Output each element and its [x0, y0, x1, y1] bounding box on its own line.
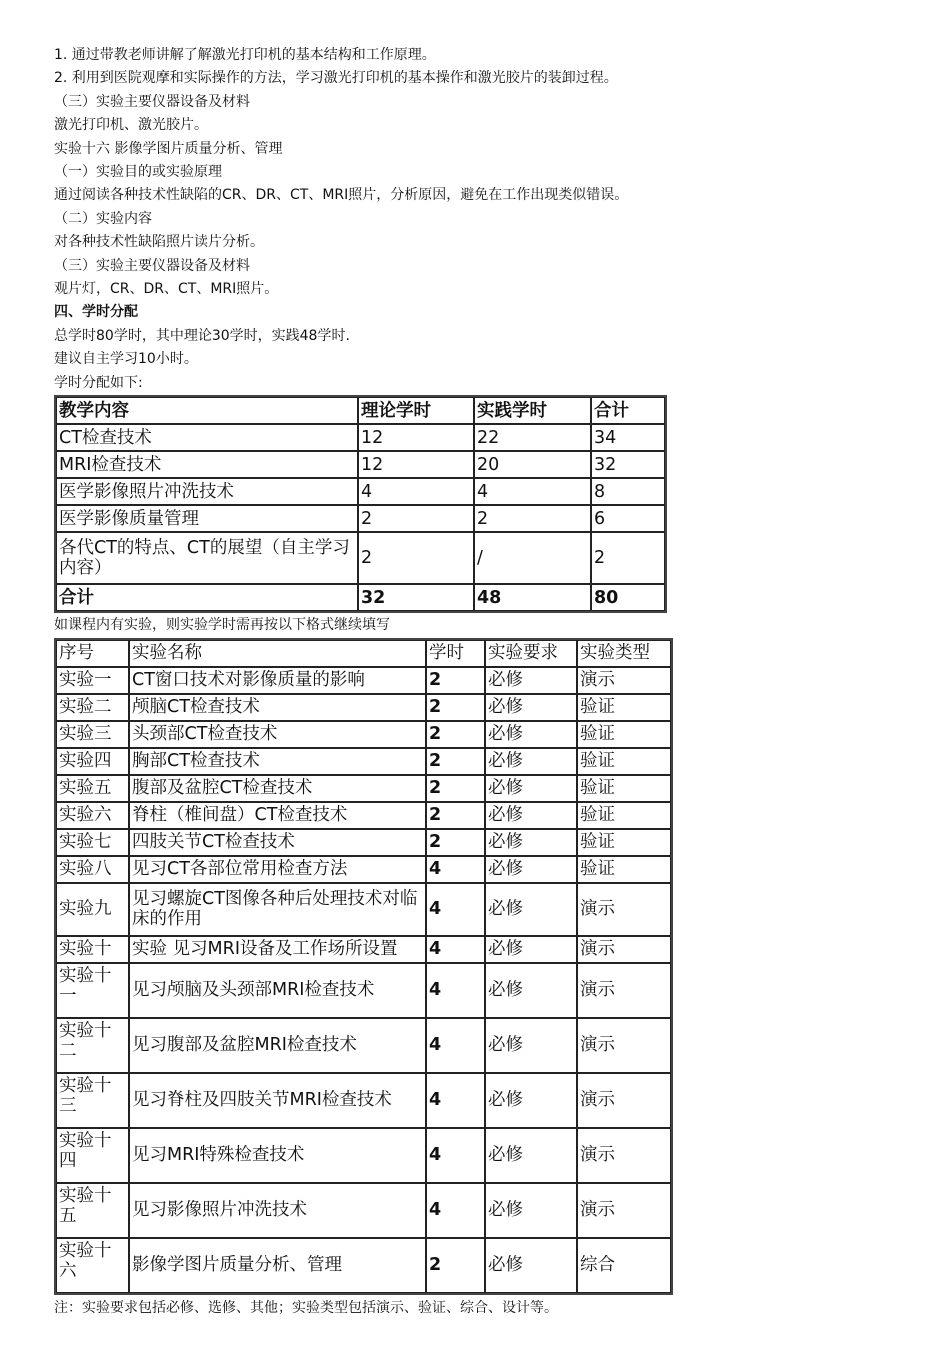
- hours-cell: 4: [426, 1073, 485, 1128]
- table-cell: 必修: [485, 802, 577, 829]
- table-cell: 22: [474, 424, 591, 451]
- table-cell: 实验三: [56, 721, 129, 748]
- table-row: [56, 478, 665, 505]
- table-header-cell: 序号: [56, 640, 129, 667]
- table-cell: 见习腹部及盆腔MRI检查技术: [129, 1018, 426, 1073]
- intro-line: 1. 通过带教老师讲解了解激光打印机的基本结构和工作原理。: [54, 47, 436, 63]
- experiment-table-body: [56, 667, 671, 1293]
- hours-cell: 4: [426, 1183, 485, 1238]
- table-cell: 必修: [485, 963, 577, 1018]
- hours-cell: 2: [426, 748, 485, 775]
- hours-cell: 2: [426, 667, 485, 694]
- intro-line: 对各种技术性缺陷照片读片分析。: [54, 234, 264, 251]
- table-row: [56, 1073, 671, 1128]
- intro-line: 2. 利用到医院观摩和实际操作的方法，学习激光打印机的基本操作和激光胶片的装卸过程。: [54, 70, 618, 87]
- table-cell: 2: [358, 505, 474, 532]
- table-cell: 实验十五: [56, 1183, 129, 1238]
- experiment-note: 如课程内有实验，则实验学时需再按以下格式继续填写: [54, 617, 390, 634]
- table-row: [56, 748, 671, 775]
- table-cell: 演示: [577, 936, 671, 963]
- table-cell: 实验九: [56, 883, 129, 936]
- table-cell: 实验十一: [56, 963, 129, 1018]
- table-row: [56, 1183, 671, 1238]
- table-cell: 见习MRI特殊检查技术: [129, 1128, 426, 1183]
- hours-cell: 2: [426, 802, 485, 829]
- section-heading: （一）实验目的或实验原理: [54, 164, 222, 181]
- intro-line: 总学时80学时，其中理论30学时，实践48学时.: [54, 327, 350, 344]
- section-heading: （三）实验主要仪器设备及材料: [54, 93, 250, 110]
- table-cell: 实验一: [56, 667, 129, 694]
- hours-cell: 2: [426, 721, 485, 748]
- table-cell: 演示: [577, 1018, 671, 1073]
- hours-cell: 4: [426, 963, 485, 1018]
- table-cell: 必修: [485, 1128, 577, 1183]
- table-cell: 演示: [577, 883, 671, 936]
- table-cell: 验证: [577, 694, 671, 721]
- table-row: [56, 721, 671, 748]
- table-cell: 演示: [577, 963, 671, 1018]
- hours-cell: 4: [426, 856, 485, 883]
- table-cell: 必修: [485, 667, 577, 694]
- table-cell: 各代CT的特点、CT的展望（自主学习内容）: [56, 532, 358, 584]
- table-cell: 32: [591, 451, 665, 478]
- table-cell: 32: [358, 584, 474, 611]
- table-header-cell: 实践学时: [474, 397, 591, 424]
- table-cell: 实验十二: [56, 1018, 129, 1073]
- table-cell: CT检查技术: [56, 424, 358, 451]
- table-header-cell: 实验名称: [129, 640, 426, 667]
- table-row: [56, 694, 671, 721]
- intro-line: 建议自主学习10小时。: [54, 351, 198, 368]
- table-cell: 必修: [485, 1073, 577, 1128]
- table-cell: 必修: [485, 694, 577, 721]
- table-cell: 头颈部CT检查技术: [129, 721, 426, 748]
- table-row: [56, 532, 665, 584]
- table-cell: 见习螺旋CT图像各种后处理技术对临床的作用: [129, 883, 426, 936]
- table-row: [56, 451, 665, 478]
- table-cell: 综合: [577, 1238, 671, 1293]
- table-cell: 实验八: [56, 856, 129, 883]
- table-cell: 必修: [485, 775, 577, 802]
- table-row: [56, 963, 671, 1018]
- table-cell: 必修: [485, 748, 577, 775]
- table-cell: 验证: [577, 721, 671, 748]
- table-cell: 2: [474, 505, 591, 532]
- table-cell: 必修: [485, 1183, 577, 1238]
- hours-cell: 2: [426, 1238, 485, 1293]
- table-cell: 验证: [577, 829, 671, 856]
- table-cell: 四肢关节CT检查技术: [129, 829, 426, 856]
- table-cell: 12: [358, 451, 474, 478]
- table-cell: 6: [591, 505, 665, 532]
- table-cell: 验证: [577, 802, 671, 829]
- table-cell: 34: [591, 424, 665, 451]
- table-cell: 演示: [577, 1183, 671, 1238]
- table-cell: 2: [591, 532, 665, 584]
- table-cell: 胸部CT检查技术: [129, 748, 426, 775]
- table-cell: 必修: [485, 856, 577, 883]
- table-row: [56, 1238, 671, 1293]
- intro-line: 观片灯，CR、DR、CT、MRI照片。: [54, 281, 279, 298]
- table-cell: 演示: [577, 667, 671, 694]
- hours-cell: 2: [426, 694, 485, 721]
- table-header-cell: 学时: [426, 640, 485, 667]
- table-header-cell: 合计: [591, 397, 665, 424]
- table-cell: 20: [474, 451, 591, 478]
- table-cell: 实验 见习MRI设备及工作场所设置: [129, 936, 426, 963]
- table-cell: 必修: [485, 1018, 577, 1073]
- table-cell: 医学影像质量管理: [56, 505, 358, 532]
- table-cell: 见习脊柱及四肢关节MRI检查技术: [129, 1073, 426, 1128]
- hours-cell: 2: [426, 829, 485, 856]
- table-total-row: [56, 584, 665, 611]
- table-cell: 脊柱（椎间盘）CT检查技术: [129, 802, 426, 829]
- intro-line: 学时分配如下:: [54, 374, 143, 391]
- table-cell: 合计: [56, 584, 358, 611]
- table-cell: 实验四: [56, 748, 129, 775]
- table-cell: 演示: [577, 1073, 671, 1128]
- table-cell: 48: [474, 584, 591, 611]
- hours-cell: 4: [426, 936, 485, 963]
- table-cell: 实验七: [56, 829, 129, 856]
- table-cell: 实验十六: [56, 1238, 129, 1293]
- table-header-cell: 教学内容: [56, 397, 358, 424]
- table-cell: 4: [358, 478, 474, 505]
- table-cell: 验证: [577, 748, 671, 775]
- table-cell: 2: [358, 532, 474, 584]
- table-row: [56, 775, 671, 802]
- intro-text: [54, 44, 934, 395]
- section-heading: （二）实验内容: [54, 210, 152, 227]
- table-cell: 实验十: [56, 936, 129, 963]
- table-header-cell: 理论学时: [358, 397, 474, 424]
- table-row: [56, 883, 671, 936]
- hours-cell: 4: [426, 1128, 485, 1183]
- table-cell: 8: [591, 478, 665, 505]
- table-cell: 实验十三: [56, 1073, 129, 1128]
- table-cell: 80: [591, 584, 665, 611]
- intro-line: 通过阅读各种技术性缺陷的CR、DR、CT、MRI照片，分析原因，避免在工作出现类似错误。: [54, 187, 629, 204]
- table-cell: MRI检查技术: [56, 451, 358, 478]
- table-cell: 实验二: [56, 694, 129, 721]
- table-cell: /: [474, 532, 591, 584]
- table-header-row: [56, 640, 671, 667]
- table-cell: 必修: [485, 721, 577, 748]
- table-header-cell: 实验要求: [485, 640, 577, 667]
- table-row: [56, 667, 671, 694]
- chapter-heading: 四、学时分配: [54, 304, 138, 321]
- document-page: [54, 44, 934, 1320]
- table-row: [56, 505, 665, 532]
- table-row: [56, 424, 665, 451]
- hours-cell: 2: [426, 775, 485, 802]
- table-cell: 必修: [485, 1238, 577, 1293]
- table-cell: 12: [358, 424, 474, 451]
- table-header-cell: 实验类型: [577, 640, 671, 667]
- hours-cell: 4: [426, 1018, 485, 1073]
- section-heading: （三）实验主要仪器设备及材料: [54, 257, 250, 274]
- table-cell: 医学影像照片冲洗技术: [56, 478, 358, 505]
- table-cell: 见习颅脑及头颈部MRI检查技术: [129, 963, 426, 1018]
- table-cell: 腹部及盆腔CT检查技术: [129, 775, 426, 802]
- table-cell: 见习影像照片冲洗技术: [129, 1183, 426, 1238]
- table-cell: 4: [474, 478, 591, 505]
- table-cell: 必修: [485, 936, 577, 963]
- table-cell: 必修: [485, 883, 577, 936]
- table-cell: 见习CT各部位常用检查方法: [129, 856, 426, 883]
- intro-line: 激光打印机、激光胶片。: [54, 117, 208, 134]
- table-cell: CT窗口技术对影像质量的影响: [129, 667, 426, 694]
- table-cell: 实验六: [56, 802, 129, 829]
- table-row: [56, 856, 671, 883]
- table-row: [56, 1128, 671, 1183]
- table-cell: 验证: [577, 775, 671, 802]
- table-header-row: [56, 397, 665, 424]
- table-cell: 演示: [577, 1128, 671, 1183]
- table-cell: 实验五: [56, 775, 129, 802]
- table-row: [56, 802, 671, 829]
- table-cell: 颅脑CT检查技术: [129, 694, 426, 721]
- table-row: [56, 936, 671, 963]
- table-row: [56, 829, 671, 856]
- hours-cell: 4: [426, 883, 485, 936]
- hours-table: [54, 395, 667, 613]
- table-cell: 实验十四: [56, 1128, 129, 1183]
- experiment-title: 实验十六 影像学图片质量分析、管理: [54, 140, 283, 157]
- table-cell: 必修: [485, 829, 577, 856]
- experiment-table: [54, 638, 673, 1295]
- table-cell: 验证: [577, 856, 671, 883]
- table-row: [56, 1018, 671, 1073]
- table-cell: 影像学图片质量分析、管理: [129, 1238, 426, 1293]
- footnote: 注：实验要求包括必修、选修、其他；实验类型包括演示、验证、综合、设计等。: [54, 1299, 558, 1316]
